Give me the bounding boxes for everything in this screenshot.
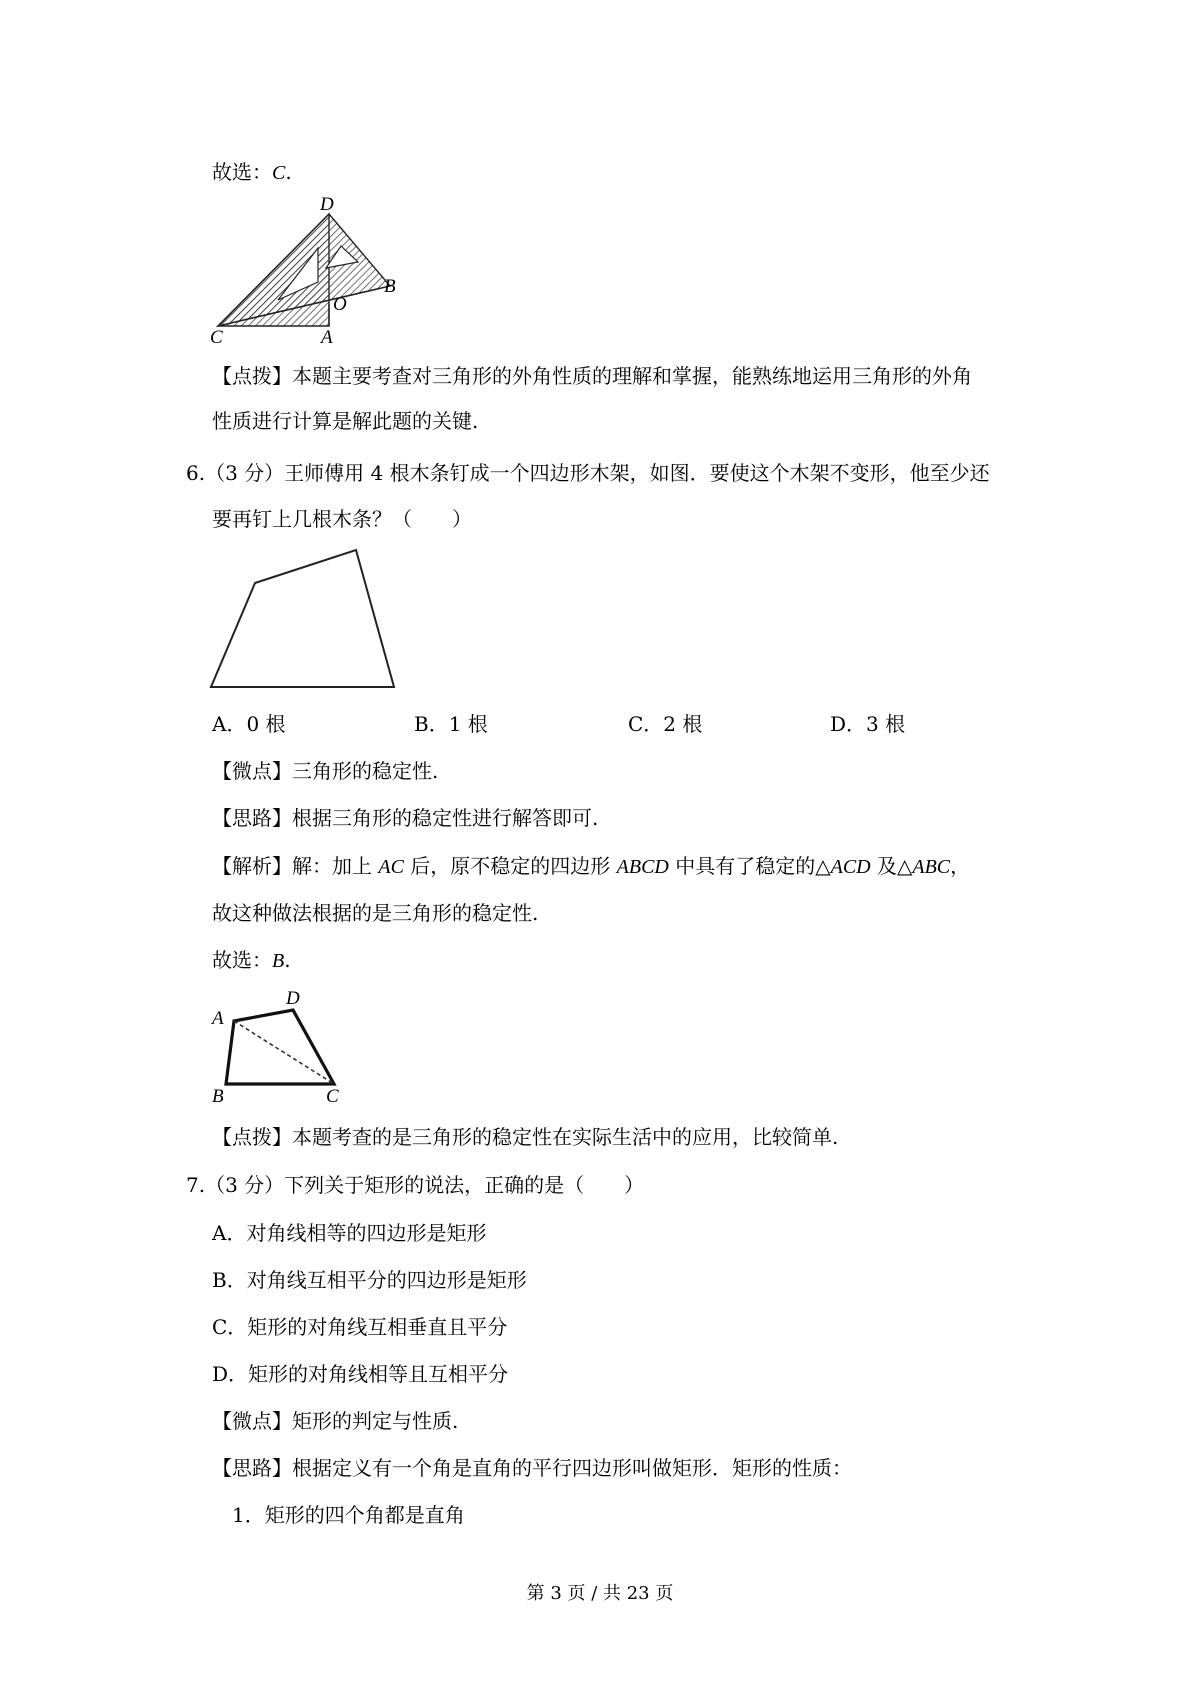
label-O: O xyxy=(333,294,347,315)
q7-option-b[interactable]: B．对角线互相平分的四边形是矩形 xyxy=(212,1268,527,1292)
q6-tip: 【点拨】本题考查的是三角形的稳定性在实际生活中的应用，比较简单. xyxy=(212,1125,839,1149)
q7-option-c[interactable]: C．矩形的对角线互相垂直且平分 xyxy=(212,1315,508,1339)
q7-stem: 7.（3 分）下列关于矩形的说法，正确的是（ ） xyxy=(186,1173,645,1197)
q6-silu: 【思路】根据三角形的稳定性进行解答即可. xyxy=(212,806,599,830)
q7-silu: 【思路】根据定义有一个角是直角的平行四边形叫做矩形．矩形的性质： xyxy=(212,1456,852,1480)
q7-property-1: 1．矩形的四个角都是直角 xyxy=(232,1503,465,1527)
label-D: D xyxy=(320,196,334,215)
q5-answer: 故选：C. xyxy=(212,160,292,184)
q6-option-c[interactable]: C．2 根 xyxy=(628,712,703,736)
q5-figure-triangles xyxy=(208,196,398,346)
q7-option-d[interactable]: D．矩形的对角线相等且互相平分 xyxy=(212,1362,509,1386)
label-C: C xyxy=(210,327,223,346)
label-A: A xyxy=(212,1008,224,1029)
label-C: C xyxy=(326,1086,339,1104)
q6-answer-figure xyxy=(208,984,358,1104)
page-footer: 第 3 页 / 共 23 页 xyxy=(526,1583,674,1604)
q6-stem-line1: 6.（3 分）王师傅用 4 根木条钉成一个四边形木架，如图．要使这个木架不变形，他至少还 xyxy=(186,461,990,485)
q6-jiexi-line2: 故这种做法根据的是三角形的稳定性. xyxy=(212,901,539,925)
q6-answer: 故选：B. xyxy=(212,948,291,972)
q6-option-a[interactable]: A．0 根 xyxy=(212,712,286,736)
q5-tip-line2: 性质进行计算是解此题的关键. xyxy=(212,409,479,433)
label-D: D xyxy=(286,988,300,1009)
q6-jiexi-line1: 【解析】解：加上 AC 后，原不稳定的四边形 ABCD 中具有了稳定的△ACD 及△ABC， xyxy=(212,854,971,878)
q6-stem-line2: 要再钉上几根木条？（ ） xyxy=(212,507,472,531)
q6-option-d[interactable]: D．3 根 xyxy=(830,712,906,736)
label-A: A xyxy=(321,327,333,346)
q5-tip-line1: 【点拨】本题主要考查对三角形的外角性质的理解和掌握，能熟练地运用三角形的外角 xyxy=(212,364,972,388)
label-B: B xyxy=(384,276,396,297)
q7-weidian: 【微点】矩形的判定与性质. xyxy=(212,1409,459,1433)
q6-option-b[interactable]: B．1 根 xyxy=(414,712,488,736)
q6-figure-quadrilateral xyxy=(208,542,408,692)
q7-option-a[interactable]: A．对角线相等的四边形是矩形 xyxy=(212,1221,487,1245)
label-B: B xyxy=(212,1086,224,1104)
q6-weidian: 【微点】三角形的稳定性. xyxy=(212,759,439,783)
